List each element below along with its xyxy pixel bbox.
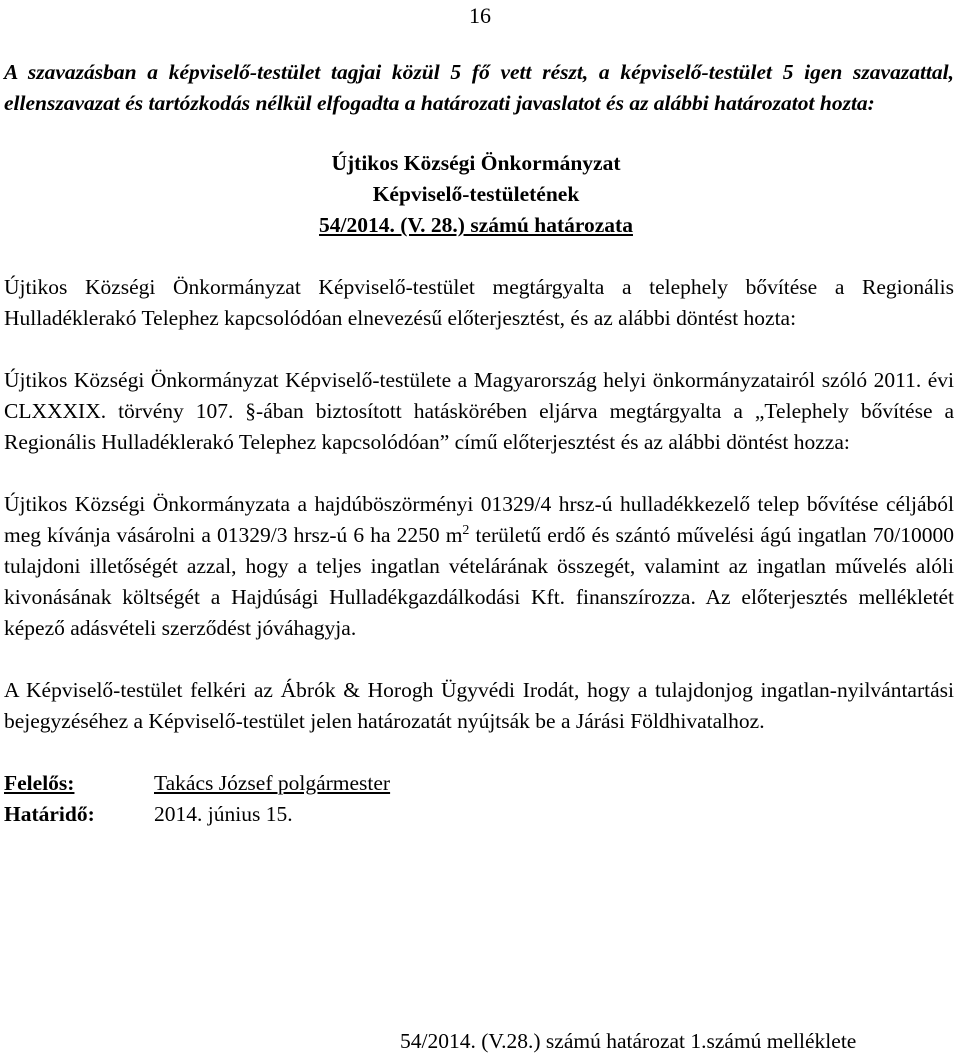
superscript-2: 2 xyxy=(462,522,470,538)
title-line-3: 54/2014. (V. 28.) számú határozata xyxy=(319,213,633,237)
page-number: 16 xyxy=(469,3,491,28)
decision-text-start: Újtikos Községi Önkormányzata a hajdúböszörményi 01329/4 hrsz-ú hulladékkezelő telep bővítése céljából meg kívánja vásárolni a 01329/3 hrsz-ú 6 ha 2250 m xyxy=(4,492,954,547)
responsibility-block xyxy=(4,768,954,830)
paragraph-request: A Képviselő-testület felkéri az Ábrók & Horogh Ügyvédi Irodát, hogy a tulajdonjog ingatlan-nyilvántartási bejegyzéséhez a Képviselő-testület jelen határozatát nyújtsák be a Járási Földhivatalhoz. xyxy=(4,678,954,733)
responsible-value: Takács József polgármester xyxy=(154,771,391,795)
title-line-2: Képviselő-testületének xyxy=(372,182,580,206)
deadline-value: 2014. június 15. xyxy=(154,802,293,826)
vote-intro: A szavazásban a képviselő-testület tagjai közül 5 fő vett részt, a képviselő-testület 5 igen szavazattal, ellenszavazat és tartózkodás nélkül elfogadta a határozati javaslatot és az alábbi határozatot hozta: xyxy=(4,60,954,115)
responsible-row xyxy=(4,768,954,799)
decision-text-end: területű erdő és szántó művelési ágú ingatlan 70/10000 tulajdoni illetőségét azzal, hogy a teljes ingatlan vételárának összegét, valamint az ingatlan művelés alóli kivonásának költségét a Hajdúsági Hulladékgazdálkodási Kft. finanszírozza. Az előterjesztés mellékletét képező adásvételi szerződést jóváhagyja. xyxy=(4,523,954,640)
title-line-1: Újtikos Községi Önkormányzat xyxy=(331,151,621,175)
responsible-label: Felelős: xyxy=(4,771,75,795)
paragraph-authority: Újtikos Községi Önkormányzat Képviselő-testülete a Magyarország helyi önkormányzatairól szóló 2011. évi CLXXXIX. törvény 107. §-ában biztosított hatáskörében eljárva megtárgyalta a „Telephely bővítése a Regionális Hulladéklerakó Telephez kapcsolódóan” című előterjesztést és az alábbi döntést hozza: xyxy=(4,368,954,454)
deadline-row xyxy=(4,799,954,830)
annex-caption: 54/2014. (V.28.) számú határozat 1.számú melléklete xyxy=(400,1029,857,1053)
deadline-label: Határidő: xyxy=(4,802,95,826)
resolution-title xyxy=(0,148,954,241)
paragraph-discussion: Újtikos Községi Önkormányzat Képviselő-testület megtárgyalta a telephely bővítése a Regionális Hulladéklerakó Telephez kapcsolódóan elnevezésű előterjesztést, és az alábbi döntést hozta: xyxy=(4,275,954,330)
paragraph-decision xyxy=(4,489,954,644)
document-body xyxy=(4,57,954,830)
